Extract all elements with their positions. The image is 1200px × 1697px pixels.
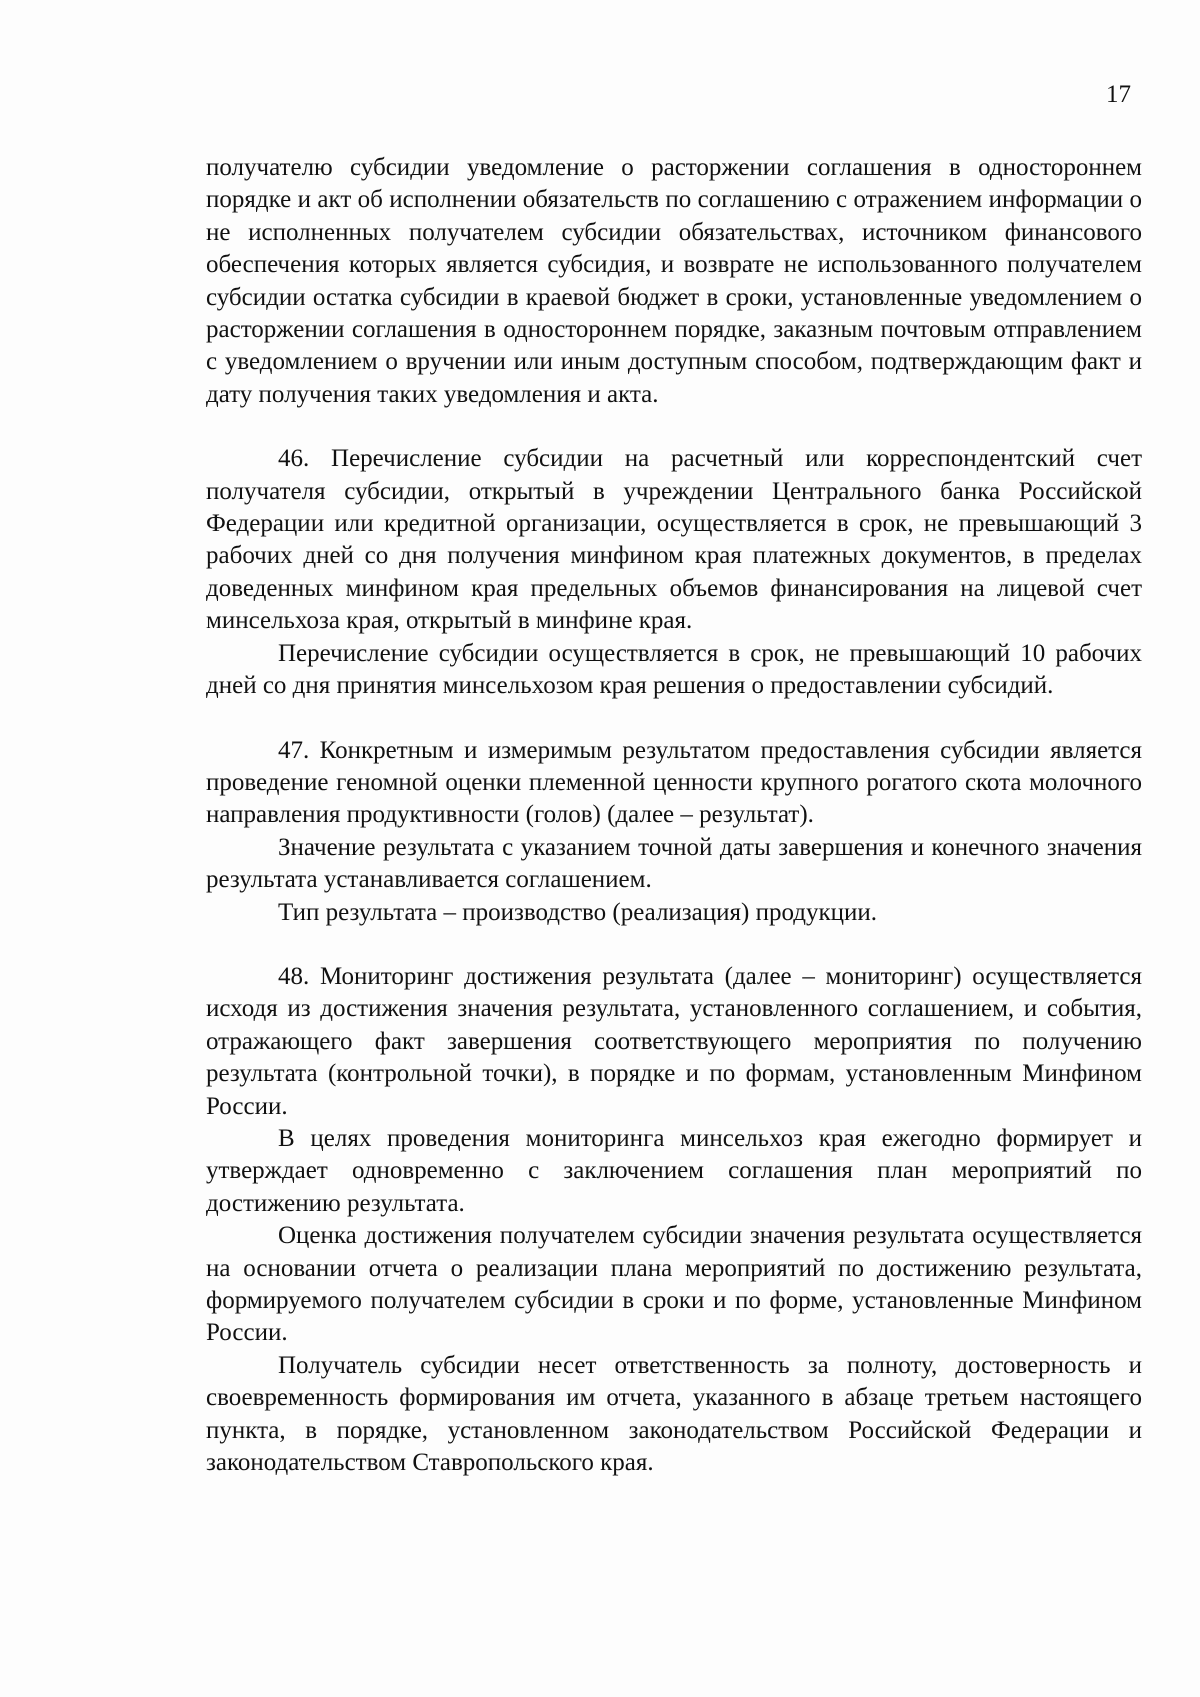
paragraph-47-result-type: Тип результата – производство (реализация) продукции. — [278, 898, 878, 926]
paragraph-46: 46. Перечисление субсидии на расчетный или корреспондентский счет получателя субсидии, открытый в учреждении Центрального банка Российской Федерации или кредитной организации, осуществляется в срок, не превышающий 3 рабочих дней со дня получения минфином края платежных документов, в пределах доведенных минфином края предельных объемов финансирования на лицевой счет минсельхоза края, открытый в минфине края. — [206, 445, 1142, 635]
paragraph-47-result-value: Значение результата с указанием точной даты завершения и конечного значения результата устанавливается соглашением. — [206, 833, 1142, 894]
paragraph-46-transfer-term: Перечисление субсидии осуществляется в срок, не превышающий 10 рабочих дней со дня принятия минсельхозом края решения о предоставлении субсидий. — [206, 639, 1142, 700]
paragraph-47: 47. Конкретным и измеримым результатом предоставления субсидии является проведение геномной оценки племенной ценности крупного рогатого скота молочного направления продуктивности (голов) (далее – результат). — [206, 736, 1142, 829]
paragraph-48-responsibility: Получатель субсидии несет ответственность за полноту, достоверность и своевременность формирования им отчета, указанного в абзаце третьем настоящего пункта, в порядке, установленном законодательством Российской Федерации и законодательством Ставропольского края. — [206, 1351, 1142, 1477]
page-number: 17 — [1106, 81, 1131, 108]
paragraph-48: 48. Мониторинг достижения результата (далее – мониторинг) осуществляется исходя из достижения значения результата, установленного соглашением, и события, отражающего факт завершения соответствующего мероприятия по получению результата (контрольной точки), в порядке и по формам, установленным Минфином России. — [206, 962, 1142, 1120]
paragraph-48-assessment: Оценка достижения получателем субсидии значения результата осуществляется на основании отчета о реализации плана мероприятий по достижению результата, формируемого получателем субсидии в сроки и по форме, установленные Минфином России. — [206, 1222, 1142, 1347]
paragraph-48-monitoring-plan: В целях проведения мониторинга минсельхоз края ежегодно формирует и утверждает одновременно с заключением соглашения план мероприятий по достижению результата. — [206, 1124, 1142, 1217]
document-body — [206, 152, 1142, 1479]
paragraph-continuation: получателю субсидии уведомление о расторжении соглашения в одностороннем порядке и акт об исполнении обязательств по соглашению с отражением информации о не исполненных получателем субсидии обязательствах, источником финансового обеспечения которых является субсидия, и возврате не использованного получателем субсидии остатка субсидии в краевой бюджет в сроки, установленные уведомлением о расторжении соглашения в одностороннем порядке, заказным почтовым отправлением с уведомлением о вручении или иным доступным способом, подтверждающим факт и дату получения таких уведомления и акта. — [206, 154, 1142, 408]
